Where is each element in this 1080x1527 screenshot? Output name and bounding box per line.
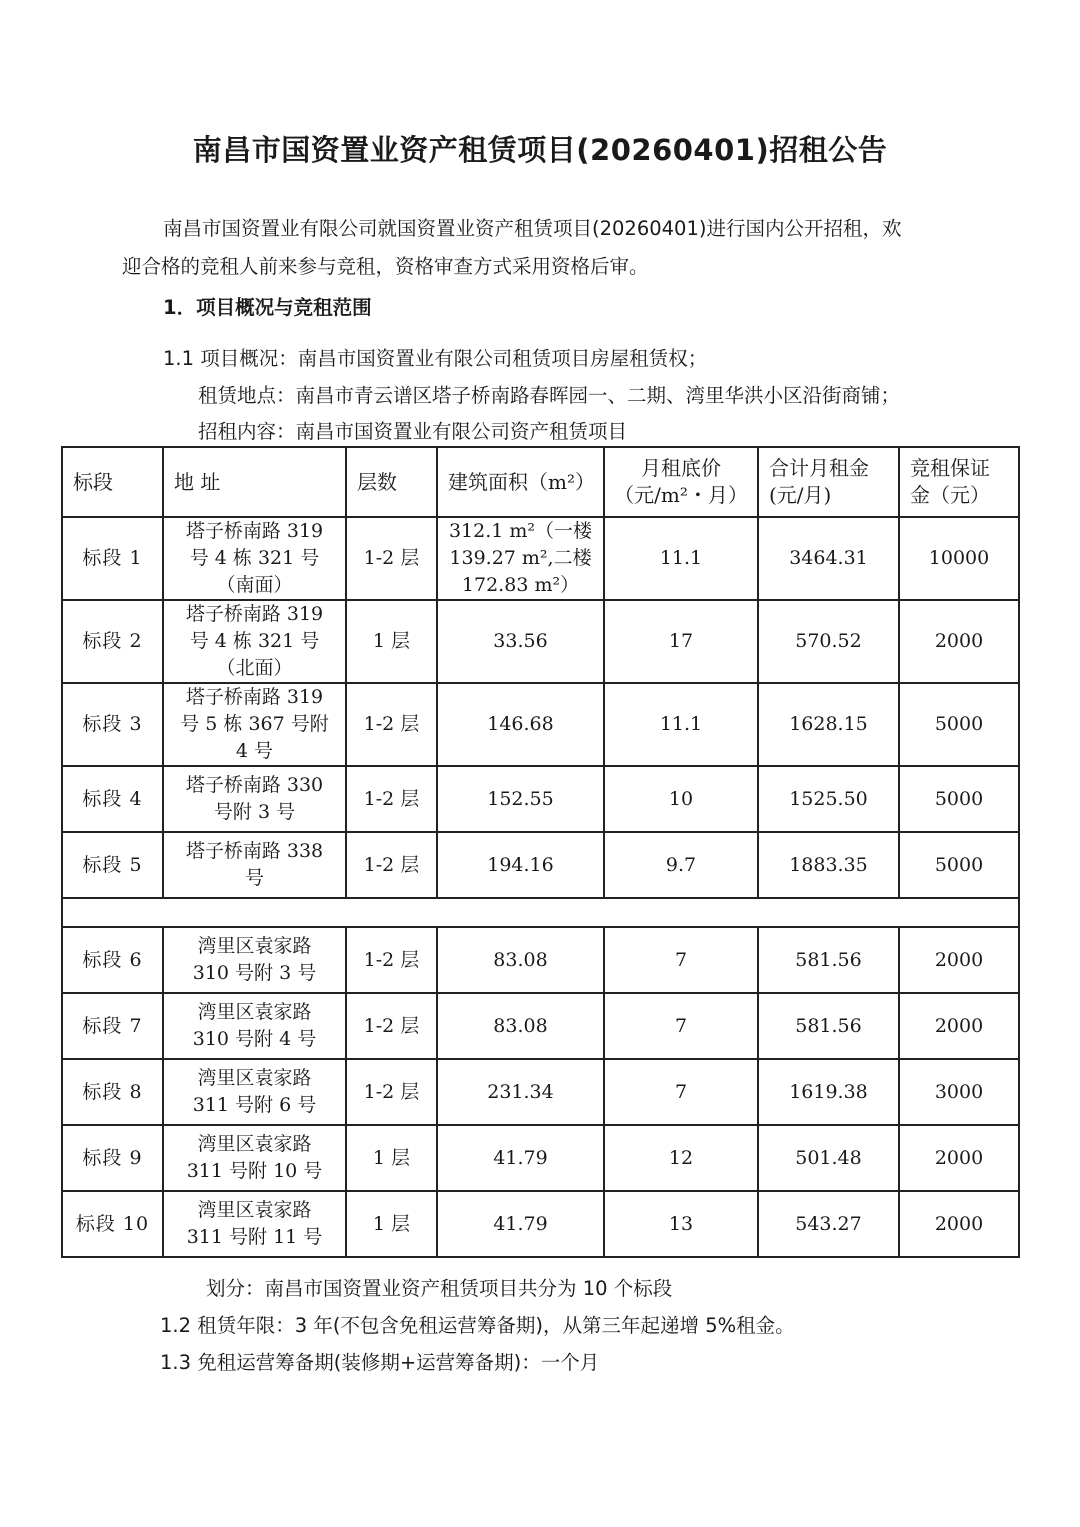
lots-table (61, 446, 1020, 1258)
lease-content: 招租内容：南昌市国资置业有限公司资产租赁项目 (198, 420, 628, 443)
unit-price-cell: 7 (604, 1059, 758, 1125)
floors-cell: 1 层 (346, 600, 437, 683)
header-unit-price-line2: （元/m²・月） (614, 483, 748, 507)
header-lot: 标段 (62, 447, 163, 517)
address-line: 310 号附 4 号 (192, 1028, 317, 1050)
address-line: 湾里区袁家路 (197, 1001, 312, 1023)
unit-price-cell: 11.1 (604, 517, 758, 600)
header-unit-price (604, 447, 758, 517)
unit-price-cell: 7 (604, 993, 758, 1059)
table-row (62, 683, 1019, 766)
area-cell: 231.34 (437, 1059, 604, 1125)
deposit-cell: 5000 (899, 832, 1019, 898)
floors-cell: 1-2 层 (346, 683, 437, 766)
area-cell: 194.16 (437, 832, 604, 898)
table-row (62, 993, 1019, 1059)
unit-price-cell: 10 (604, 766, 758, 832)
address-cell (163, 766, 346, 832)
lot-cell: 标段 10 (62, 1191, 163, 1257)
floors-cell: 1-2 层 (346, 517, 437, 600)
area-cell (437, 517, 604, 600)
unit-price-cell: 13 (604, 1191, 758, 1257)
header-area: 建筑面积（m²） (437, 447, 604, 517)
lot-cell: 标段 3 (62, 683, 163, 766)
total-rent-cell: 581.56 (758, 927, 899, 993)
unit-price-cell: 17 (604, 600, 758, 683)
address-line: （南面） (216, 574, 293, 596)
header-floors: 层数 (346, 447, 437, 517)
header-deposit-line2: 金（元） (910, 483, 990, 507)
total-rent-cell: 1619.38 (758, 1059, 899, 1125)
total-rent-cell: 1628.15 (758, 683, 899, 766)
section-1-heading: 1．项目概况与竞租范围 (163, 296, 372, 319)
address-cell (163, 517, 346, 600)
header-total-rent-line2: (元/月) (769, 483, 832, 507)
address-line: 311 号附 10 号 (186, 1160, 323, 1182)
address-cell (163, 1059, 346, 1125)
section-1-3-rent-free-period: 1.3 免租运营筹备期(装修期+运营筹备期)：一个月 (160, 1351, 600, 1374)
address-cell (163, 1191, 346, 1257)
area-cell: 146.68 (437, 683, 604, 766)
address-cell (163, 927, 346, 993)
address-line: 塔子桥南路 330 (185, 774, 324, 796)
area-cell: 33.56 (437, 600, 604, 683)
address-line: 湾里区袁家路 (197, 1067, 312, 1089)
total-rent-cell: 1883.35 (758, 832, 899, 898)
table-row (62, 600, 1019, 683)
deposit-cell: 5000 (899, 766, 1019, 832)
address-cell (163, 1125, 346, 1191)
area-cell: 83.08 (437, 927, 604, 993)
table-row (62, 832, 1019, 898)
area-line: 172.83 m²） (461, 574, 580, 596)
lot-cell: 标段 1 (62, 517, 163, 600)
table-spacer-row (62, 898, 1019, 927)
table-row (62, 1191, 1019, 1257)
header-total-rent (758, 447, 899, 517)
header-address: 地 址 (163, 447, 346, 517)
area-cell: 41.79 (437, 1191, 604, 1257)
table-row (62, 517, 1019, 600)
address-line: 311 号附 11 号 (186, 1226, 323, 1248)
address-line: 号 4 栋 321 号 (189, 547, 320, 569)
lot-division-note: 划分：南昌市国资置业资产租赁项目共分为 10 个标段 (206, 1277, 673, 1300)
deposit-cell: 2000 (899, 600, 1019, 683)
address-cell (163, 683, 346, 766)
area-line: 139.27 m²,二楼 (449, 547, 592, 569)
address-line: 号 4 栋 321 号 (189, 630, 320, 652)
spacer-cell (62, 898, 1019, 927)
total-rent-cell: 543.27 (758, 1191, 899, 1257)
page-title: 南昌市国资置业资产租赁项目(20260401)招租公告 (192, 133, 888, 167)
floors-cell: 1-2 层 (346, 832, 437, 898)
header-total-rent-line1: 合计月租金 (769, 456, 869, 480)
intro-line-1: 南昌市国资置业有限公司就国资置业资产租赁项目(20260401)进行国内公开招租，欢 (163, 217, 902, 240)
total-rent-cell: 3464.31 (758, 517, 899, 600)
area-cell: 152.55 (437, 766, 604, 832)
lot-cell: 标段 9 (62, 1125, 163, 1191)
address-line: 塔子桥南路 319 (185, 603, 324, 625)
total-rent-cell: 570.52 (758, 600, 899, 683)
area-line: 312.1 m²（一楼 (448, 520, 593, 542)
address-line: （北面） (216, 657, 293, 679)
header-deposit (899, 447, 1019, 517)
table-row (62, 927, 1019, 993)
deposit-cell: 2000 (899, 1125, 1019, 1191)
floors-cell: 1 层 (346, 1125, 437, 1191)
table-row (62, 1125, 1019, 1191)
total-rent-cell: 581.56 (758, 993, 899, 1059)
deposit-cell: 2000 (899, 927, 1019, 993)
unit-price-cell: 9.7 (604, 832, 758, 898)
lot-cell: 标段 2 (62, 600, 163, 683)
address-line: 湾里区袁家路 (197, 1133, 312, 1155)
address-line: 塔子桥南路 319 (185, 520, 324, 542)
lot-cell: 标段 6 (62, 927, 163, 993)
address-line: 号 (244, 867, 264, 889)
table-header-row (62, 447, 1019, 517)
deposit-cell: 10000 (899, 517, 1019, 600)
lot-cell: 标段 5 (62, 832, 163, 898)
lot-cell: 标段 4 (62, 766, 163, 832)
floors-cell: 1 层 (346, 1191, 437, 1257)
address-line: 塔子桥南路 338 (185, 840, 324, 862)
deposit-cell: 5000 (899, 683, 1019, 766)
table-row (62, 766, 1019, 832)
address-line: 湾里区袁家路 (197, 1199, 312, 1221)
deposit-cell: 2000 (899, 993, 1019, 1059)
address-line: 310 号附 3 号 (192, 962, 317, 984)
total-rent-cell: 501.48 (758, 1125, 899, 1191)
address-cell (163, 993, 346, 1059)
lease-location: 租赁地点：南昌市青云谱区塔子桥南路春晖园一、二期、湾里华洪小区沿街商铺； (198, 384, 901, 407)
address-line: 4 号 (235, 740, 274, 762)
floors-cell: 1-2 层 (346, 927, 437, 993)
area-cell: 41.79 (437, 1125, 604, 1191)
address-line: 塔子桥南路 319 (185, 686, 324, 708)
table-row (62, 1059, 1019, 1125)
address-line: 311 号附 6 号 (192, 1094, 317, 1116)
header-deposit-line1: 竞租保证 (910, 456, 990, 480)
total-rent-cell: 1525.50 (758, 766, 899, 832)
floors-cell: 1-2 层 (346, 1059, 437, 1125)
section-1-2-lease-term: 1.2 租赁年限：3 年(不包含免租运营筹备期)，从第三年起递增 5%租金。 (160, 1314, 795, 1337)
floors-cell: 1-2 层 (346, 766, 437, 832)
header-unit-price-line1: 月租底价 (641, 456, 721, 480)
lot-cell: 标段 8 (62, 1059, 163, 1125)
address-line: 号附 3 号 (213, 801, 296, 823)
floors-cell: 1-2 层 (346, 993, 437, 1059)
unit-price-cell: 7 (604, 927, 758, 993)
unit-price-cell: 12 (604, 1125, 758, 1191)
address-line: 湾里区袁家路 (197, 935, 312, 957)
unit-price-cell: 11.1 (604, 683, 758, 766)
address-cell (163, 600, 346, 683)
intro-line-2: 迎合格的竞租人前来参与竞租，资格审查方式采用资格后审。 (122, 255, 649, 278)
deposit-cell: 2000 (899, 1191, 1019, 1257)
address-line: 号 5 栋 367 号附 (180, 713, 329, 735)
section-1-1-overview: 1.1 项目概况：南昌市国资置业有限公司租赁项目房屋租赁权； (163, 347, 708, 370)
area-cell: 83.08 (437, 993, 604, 1059)
lot-cell: 标段 7 (62, 993, 163, 1059)
deposit-cell: 3000 (899, 1059, 1019, 1125)
address-cell (163, 832, 346, 898)
